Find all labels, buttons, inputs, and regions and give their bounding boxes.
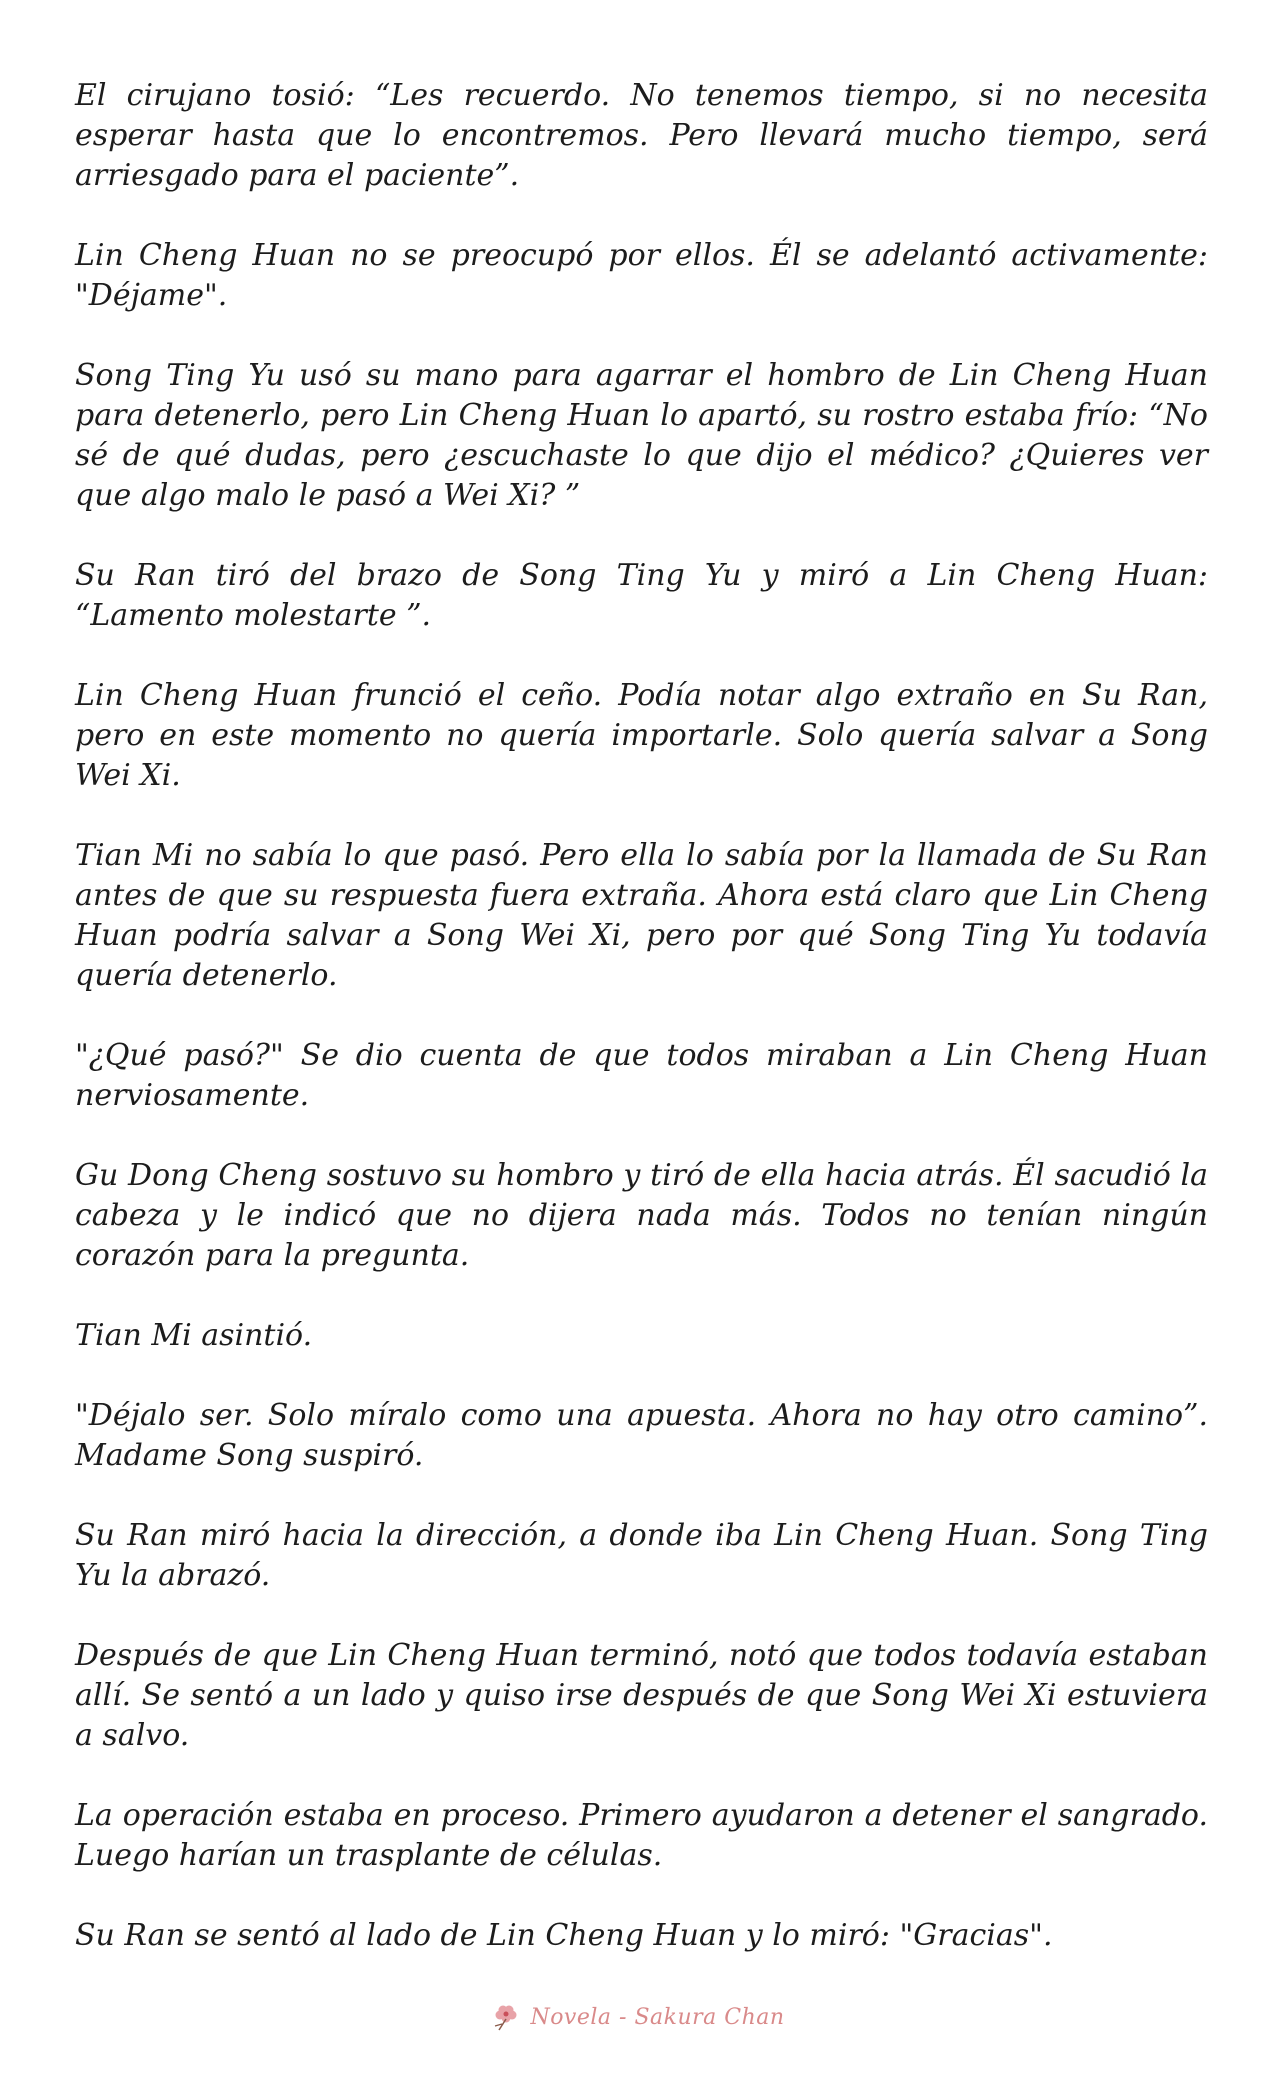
paragraph-9: Tian Mi asintió. xyxy=(75,1318,313,1353)
document-body xyxy=(75,76,1208,1996)
footer-watermark xyxy=(0,2002,1275,2032)
paragraph-12: Después de que Lin Cheng Huan terminó, notó que todos todavía estaban allí. Se sentó a un lado y quiso irse después de que Song Wei Xi estuviera a salvo. xyxy=(75,1638,1208,1753)
paragraph-7: "¿Qué pasó?" Se dio cuenta de que todos miraban a Lin Cheng Huan nerviosamente. xyxy=(75,1038,1208,1113)
paragraph-3: Song Ting Yu usó su mano para agarrar el hombro de Lin Cheng Huan para detenerlo, pero Lin Cheng Huan lo apartó, su rostro estaba frío: “No sé de qué dudas, pero ¿escuchaste lo que dijo el médico? ¿Quieres ver que algo malo le pasó a Wei Xi? ” xyxy=(75,358,1208,513)
paragraph-2: Lin Cheng Huan no se preocupó por ellos. Él se adelantó activamente: "Déjame". xyxy=(75,238,1208,313)
paragraph-14: Su Ran se sentó al lado de Lin Cheng Huan y lo miró: "Gracias". xyxy=(75,1918,1053,1953)
sakura-flower-icon xyxy=(490,2002,524,2032)
paragraph-8: Gu Dong Cheng sostuvo su hombro y tiró de ella hacia atrás. Él sacudió la cabeza y le indicó que no dijera nada más. Todos no tenían ningún corazón para la pregunta. xyxy=(75,1158,1208,1273)
paragraph-4: Su Ran tiró del brazo de Song Ting Yu y miró a Lin Cheng Huan: “Lamento molestarte ”. xyxy=(75,558,1208,633)
paragraph-13: La operación estaba en proceso. Primero ayudaron a detener el sangrado. Luego harían un trasplante de células. xyxy=(75,1798,1208,1873)
paragraph-10: "Déjalo ser. Solo míralo como una apuesta. Ahora no hay otro camino”. Madame Song suspiró. xyxy=(75,1398,1208,1473)
paragraph-5: Lin Cheng Huan frunció el ceño. Podía notar algo extraño en Su Ran, pero en este momento no quería importarle. Solo quería salvar a Song Wei Xi. xyxy=(75,678,1208,793)
paragraph-1: El cirujano tosió: “Les recuerdo. No tenemos tiempo, si no necesita esperar hasta que lo encontremos. Pero llevará mucho tiempo, será arriesgado para el paciente”. xyxy=(75,78,1208,193)
paragraph-6: Tian Mi no sabía lo que pasó. Pero ella lo sabía por la llamada de Su Ran antes de que su respuesta fuera extraña. Ahora está claro que Lin Cheng Huan podría salvar a Song Wei Xi, pero por qué Song Ting Yu todavía quería detenerlo. xyxy=(75,838,1208,993)
footer-watermark-text: Novela - Sakura Chan xyxy=(530,2004,785,2030)
paragraph-11: Su Ran miró hacia la dirección, a donde iba Lin Cheng Huan. Song Ting Yu la abrazó. xyxy=(75,1518,1208,1593)
